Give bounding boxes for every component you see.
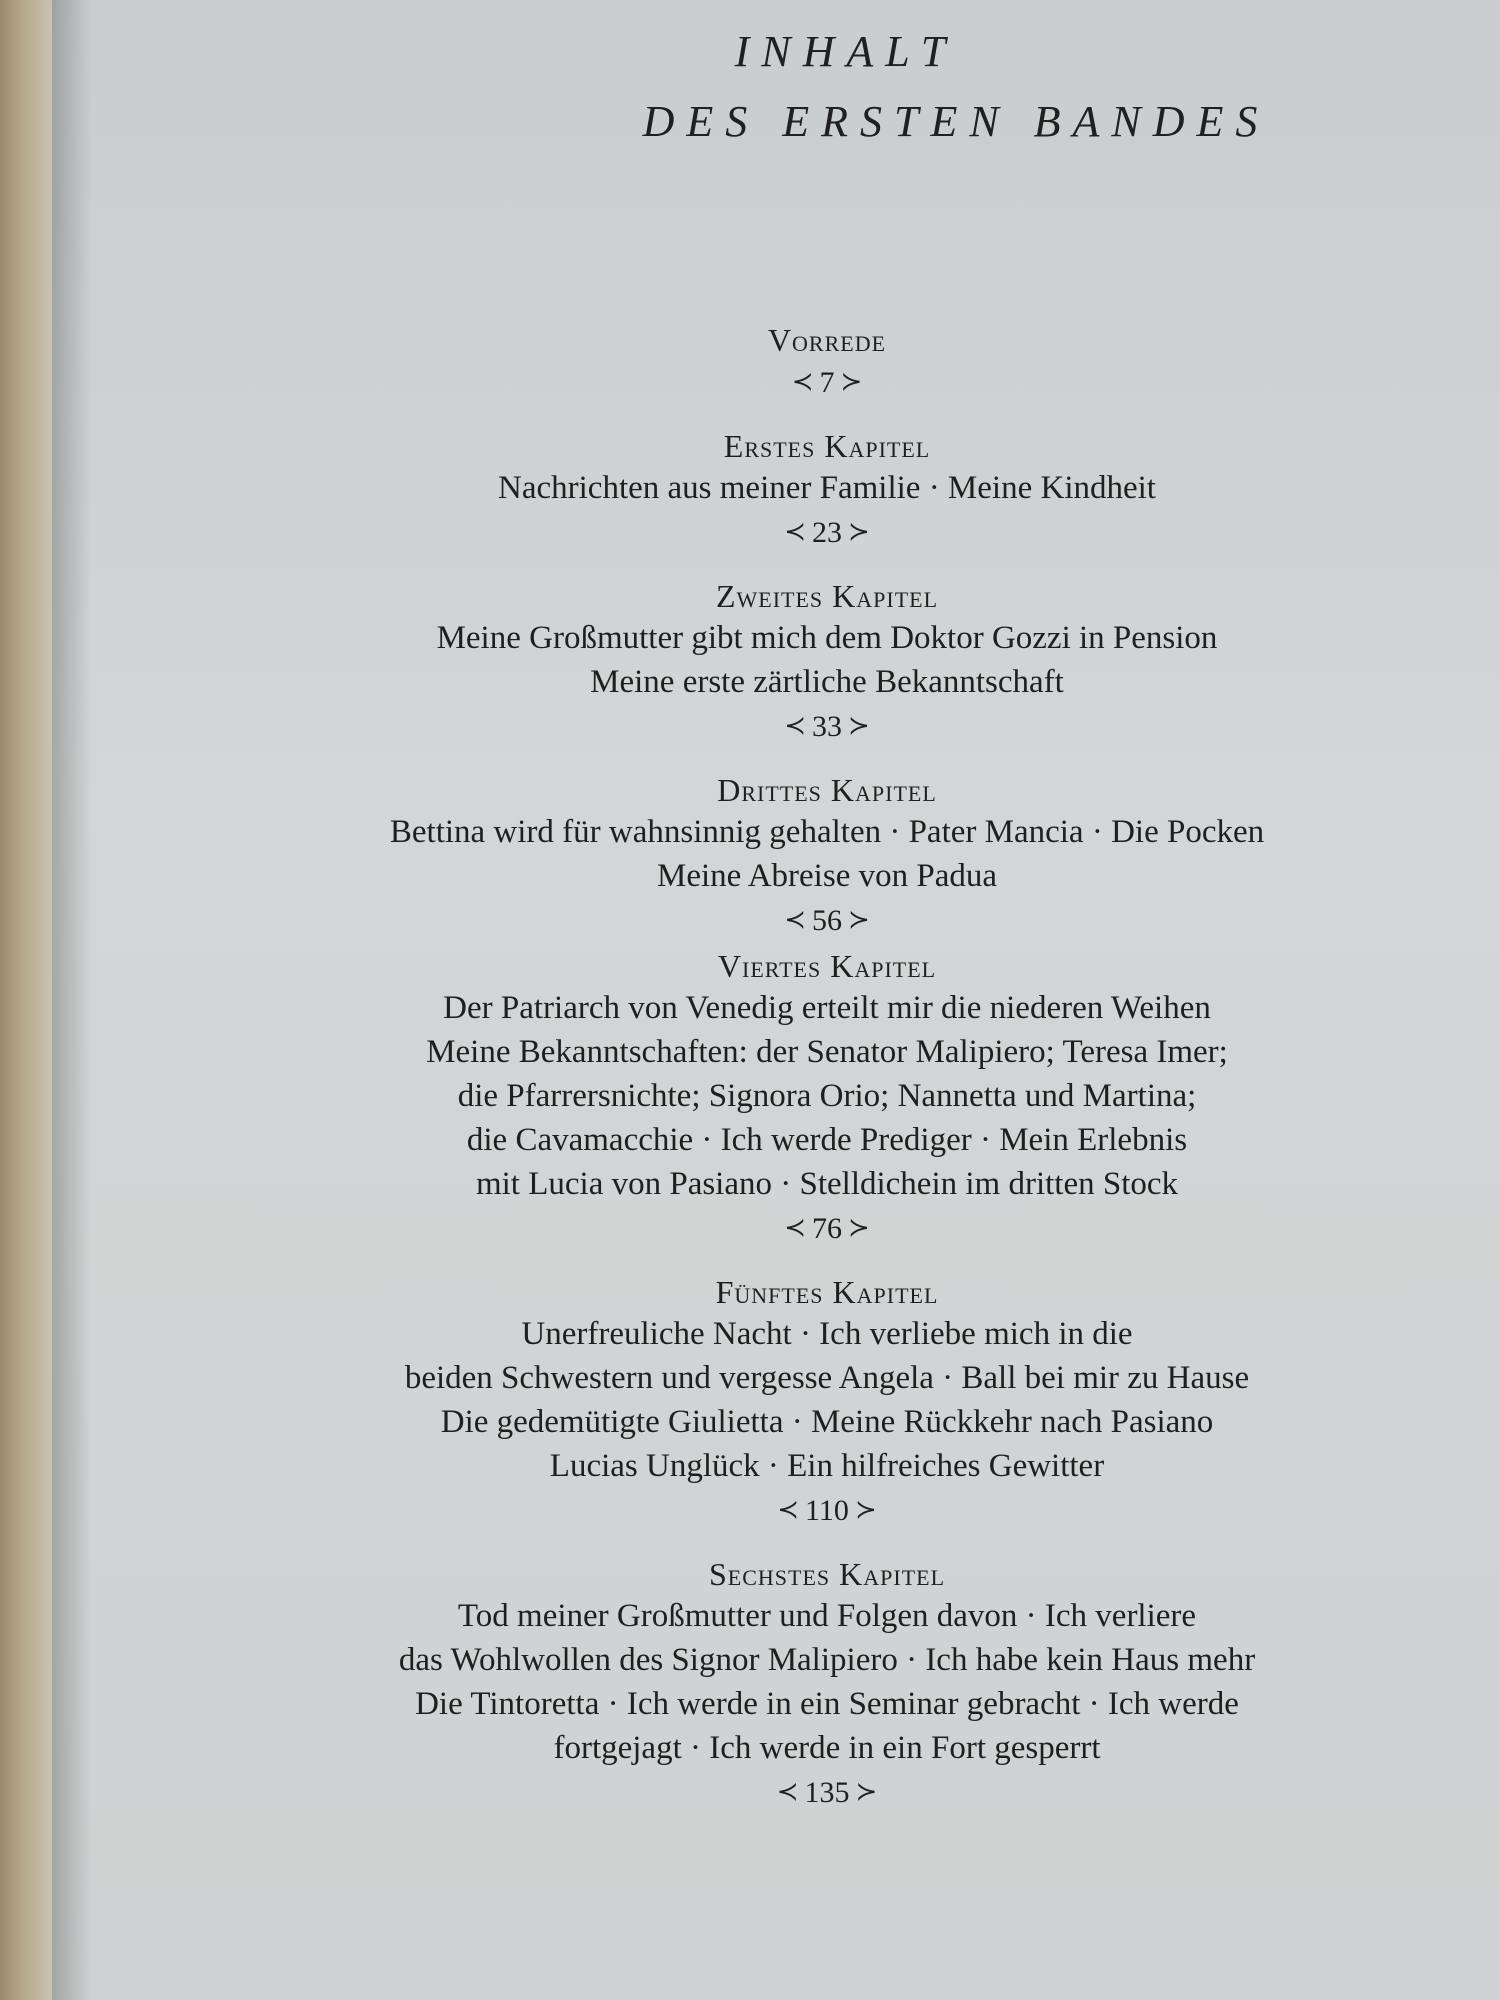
page-number-value: 56 [812, 904, 842, 937]
chapter-summary-line: beiden Schwestern und vergesse Angela · Ball bei mir zu Hause [404, 1360, 1250, 1396]
table-of-contents [202, 320, 1452, 1818]
ornament-right-icon: ≻ [848, 517, 870, 546]
book-page [52, 0, 1500, 2000]
page-number-value: 135 [804, 1776, 850, 1809]
ornament-left-icon: ≺ [776, 1777, 799, 1806]
chapter-summary-line: Meine Bekanntschaften: der Senator Malipiero; Teresa Imer; [426, 1034, 1228, 1070]
chapter-summary-line: Meine Abreise von Padua [656, 858, 997, 894]
page-number-value: 7 [819, 366, 835, 399]
book-spine [0, 0, 52, 2000]
ornament-right-icon: ≻ [848, 711, 870, 740]
page-number-value: 110 [805, 1494, 849, 1527]
ornament-left-icon: ≺ [784, 905, 806, 934]
page-number [202, 1488, 1452, 1536]
page-heading: INHALT [734, 27, 958, 76]
page-number [202, 1770, 1452, 1818]
chapter-summary-line: Bettina wird für wahnsinnig gehalten · Pater Mancia · Die Pocken [389, 814, 1265, 850]
chapter-title: Fünftes Kapitel [715, 1274, 939, 1310]
ornament-right-icon: ≻ [848, 1213, 870, 1242]
toc-section [202, 1554, 1452, 1818]
chapter-summary-line: Die Tintoretta · Ich werde in ein Seminar gebracht · Ich werde [415, 1686, 1239, 1722]
page-subheading: DES ERSTEN BANDES [642, 97, 1270, 146]
page-number [202, 704, 1452, 752]
chapter-summary-line: Meine Großmutter gibt mich dem Doktor Gozzi in Pension [436, 620, 1218, 656]
chapter-summary-line: Unerfreuliche Nacht · Ich verliebe mich in die [521, 1316, 1133, 1352]
toc-section [202, 576, 1452, 752]
toc-section [202, 320, 1452, 408]
chapter-summary-line: Tod meiner Großmutter und Folgen davon · Ich verliere [457, 1598, 1197, 1634]
chapter-title: Sechstes Kapitel [708, 1556, 946, 1592]
ornament-left-icon: ≺ [777, 1495, 800, 1524]
ornament-right-icon: ≻ [854, 1495, 877, 1524]
chapter-title: Drittes Kapitel [717, 772, 937, 808]
ornament-left-icon: ≺ [791, 367, 814, 396]
page-number-value: 23 [812, 516, 842, 549]
chapter-summary-line: mit Lucia von Pasiano · Stelldichein im dritten Stock [475, 1166, 1179, 1202]
chapter-summary-line: fortgejagt · Ich werde in ein Fort gesperrt [553, 1730, 1101, 1766]
toc-section [202, 426, 1452, 558]
chapter-summary-line: die Cavamacchie · Ich werde Prediger · Mein Erlebnis [466, 1122, 1188, 1158]
toc-section [202, 1272, 1452, 1536]
chapter-title: Zweites Kapitel [715, 578, 939, 614]
chapter-title: Erstes Kapitel [723, 428, 931, 464]
chapter-summary-line: Meine erste zärtliche Bekanntschaft [590, 664, 1064, 700]
ornament-left-icon: ≺ [784, 1213, 806, 1242]
chapter-summary-line: Nachrichten aus meiner Familie · Meine Kindheit [498, 470, 1156, 506]
chapter-summary-line: das Wohlwollen des Signor Malipiero · Ich habe kein Haus mehr [398, 1642, 1256, 1678]
page-number [202, 360, 1452, 408]
ornament-right-icon: ≻ [840, 367, 863, 396]
ornament-left-icon: ≺ [784, 711, 806, 740]
chapter-summary-line: Die gedemütigte Giulietta · Meine Rückkehr nach Pasiano [440, 1404, 1214, 1440]
page-number [202, 898, 1452, 946]
chapter-title: Viertes Kapitel [717, 948, 937, 984]
page-number-value: 33 [812, 710, 842, 743]
ornament-right-icon: ≻ [848, 905, 870, 934]
chapter-title: Vorrede [767, 322, 887, 358]
toc-section [202, 946, 1452, 1254]
page-number [202, 510, 1452, 558]
ornament-right-icon: ≻ [855, 1777, 878, 1806]
chapter-summary-line: die Pfarrersnichte; Signora Orio; Nannetta und Martina; [457, 1078, 1197, 1114]
toc-section [202, 770, 1452, 946]
page-number-value: 76 [812, 1212, 842, 1245]
page-number [202, 1206, 1452, 1254]
gutter-shadow [52, 0, 92, 2000]
chapter-summary-line: Lucias Unglück · Ein hilfreiches Gewitter [549, 1448, 1105, 1484]
ornament-left-icon: ≺ [784, 517, 806, 546]
chapter-summary-line: Der Patriarch von Venedig erteilt mir die niederen Weihen [443, 990, 1211, 1026]
